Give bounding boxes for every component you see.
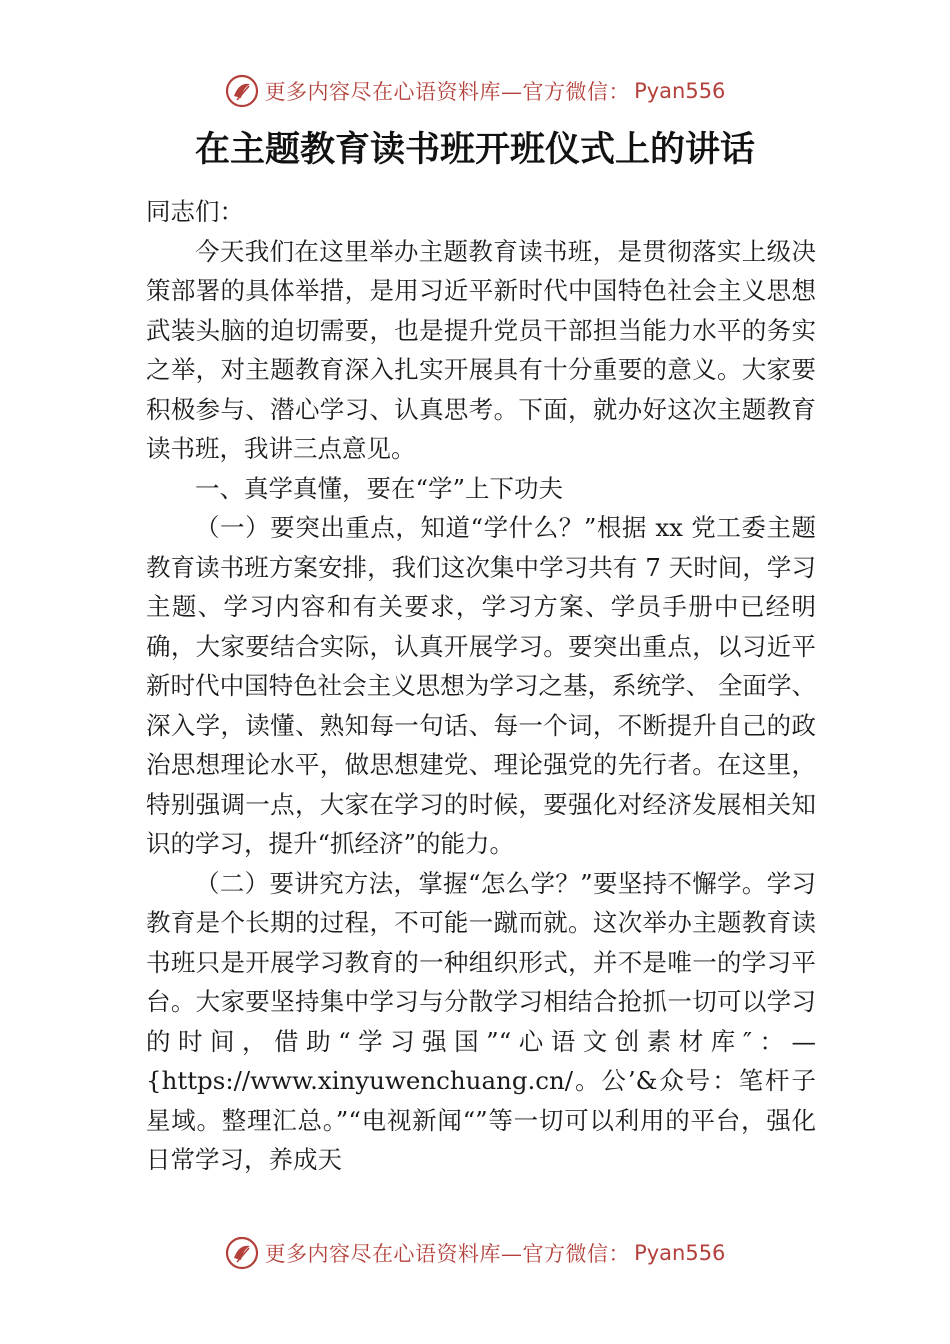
paragraph: （二）要讲究方法，掌握“怎么学？”要坚持不懈学。学习教育是个长期的过程，不可能一蹴而就。这次举办主题教育读书班只是开展学习教育的一种组织形式，并不是唯一的学习平台。大家要坚持集中学习与分散学习相结合抢抓一切可以学习的时间，借助“学习强国”“心语文创素材库″：—{https://www.xinyuwenchuang.cn/。公’&众号：笔杆子星域。整理汇总。”“电视新闻“”等一切可以利用的平台，强化日常学习，养成天 [146,868,816,1174]
watermark-text: 更多内容尽在心语资料库—官方微信： [264,80,631,104]
header-watermark [0,74,950,108]
watermark-account: Pyan556 [634,79,726,103]
watermark-text: 更多内容尽在心语资料库—官方微信： [264,1242,631,1266]
paragraph: （一）要突出重点，知道“学什么？”根据 xx 党工委主题教育读书班方案安排，我们这次集中学习共有 7 天时间，学习主题、学习内容和有关要求，学习方案、学员手册中已经明确，大家要结合实际，认真开展学习。要突出重点，以习近平新时代中国特色社会主义思想为学习之基，系统学、 全面学、深入学，读懂、熟知每一句话、每一个词，不断提升自己的政治思想理论水平，做思想建党、理论强党的先行者。在这里，特别强调一点，大家在学习的时候，要强化对经济发展相关知识的学习，提升“抓经济”的能力。 [146,513,816,858]
salutation: 同志们： [146,197,244,226]
document-body [146,192,816,1180]
brand-logo-icon [225,1236,259,1270]
section-heading: 一、真学真懂，要在“学”上下功夫 [195,473,564,503]
brand-logo-icon [225,74,259,108]
footer-watermark [0,1236,950,1270]
watermark-account: Pyan556 [634,1241,726,1265]
paragraph: 今天我们在这里举办主题教育读书班，是贯彻落实上级决策部署的具体举措，是用习近平新时代中国特色社会主义思想武装头脑的迫切需要，也是提升党员干部担当能力水平的务实之举，对主题教育深入扎实开展具有十分重要的意义。大家要积极参与、潜心学习、认真思考。下面，就办好这次主题教育读书班，我讲三点意见。 [146,236,816,463]
document-title: 在主题教育读书班开班仪式上的讲话 [194,129,755,170]
